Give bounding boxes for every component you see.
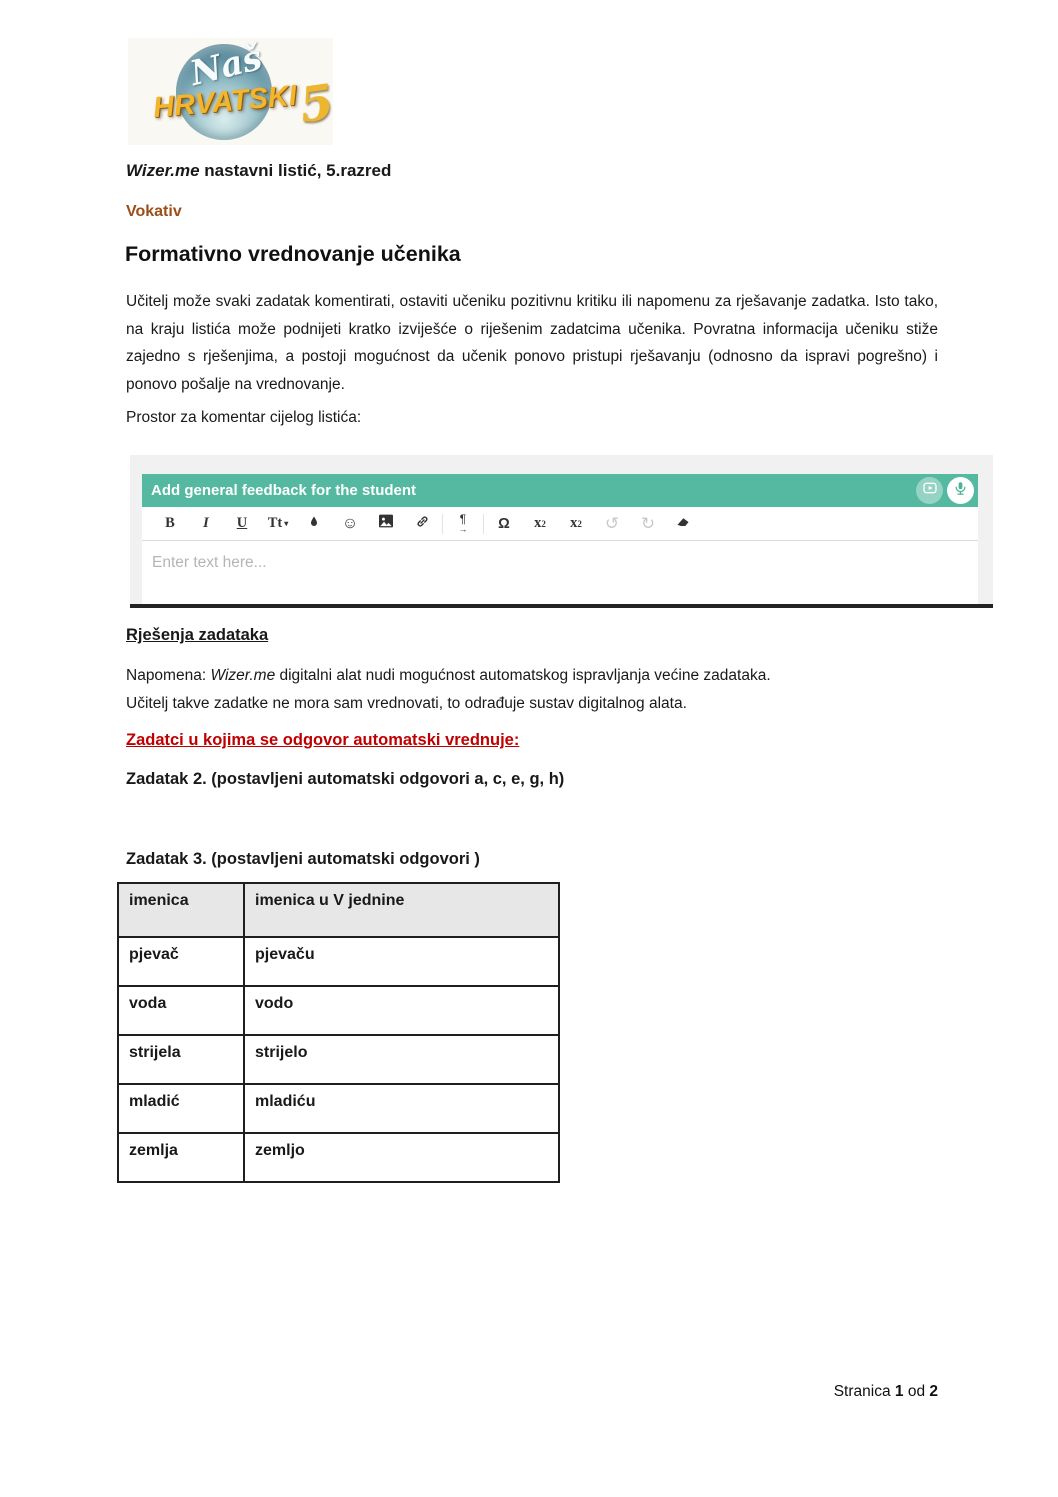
video-feedback-button[interactable] <box>916 477 943 504</box>
nas-hrvatski-logo <box>128 37 338 145</box>
logo-script-text: Naš <box>186 37 267 95</box>
table-row <box>118 1084 559 1133</box>
chevron-down-icon: ▾ <box>284 519 289 528</box>
logo-main-text: HRVATSKI <box>151 79 299 125</box>
toolbar-divider <box>483 514 484 534</box>
comment-space-label: Prostor za komentar cijelog listića: <box>126 409 362 426</box>
feedback-placeholder: Enter text here... <box>152 554 267 571</box>
table-cell: mladiću <box>244 1084 559 1133</box>
feedback-widget-screenshot <box>130 455 993 608</box>
image-icon <box>378 514 394 533</box>
intro-paragraph: Učitelj može svaki zadatak komentirati, ostaviti učeniku pozitivnu kritiku ili napomenu za rješavanje zadatka. Isto tako, na kraju listića može podnijeti kratko izviješće o riješenim zadatcima učenika. Povratna informacija učeniku stiže zajedno s rješenjima, a postoji mogućnost da učenik ponovo pristupi rješavanju (odnosno da ispravi pogrešno) i ponovo pošalje na vrednovanje. <box>126 293 938 393</box>
page-footer <box>126 1383 938 1401</box>
footer-page-number: 1 <box>894 1383 904 1400</box>
table-header-imenica: imenica <box>118 883 244 937</box>
main-heading: Formativno vrednovanje učenika <box>125 242 461 266</box>
eraser-icon <box>676 515 692 533</box>
note-prefix: Napomena: <box>126 667 211 684</box>
doc-title-rest: nastavni listić, 5.razred <box>199 161 392 180</box>
note-italic: Wizer.me <box>210 667 276 684</box>
italic-button[interactable]: I <box>203 515 209 531</box>
table-cell: strijelo <box>244 1035 559 1084</box>
audio-feedback-button[interactable] <box>947 477 974 504</box>
table-row <box>118 986 559 1035</box>
emoji-button[interactable]: ☺ <box>341 514 359 532</box>
link-icon <box>415 514 430 534</box>
special-character-button[interactable]: Ω <box>498 515 510 532</box>
note-line2: Učitelj takve zadatke ne mora sam vrednovati, to odrađuje sustav digitalnog alata. <box>126 694 687 712</box>
toolbar-divider <box>442 514 443 534</box>
feedback-panel <box>142 474 978 604</box>
table-cell: pjevaču <box>244 937 559 986</box>
table-cell: vodo <box>244 986 559 1035</box>
vocative-table <box>117 882 560 1183</box>
table-row <box>118 1035 559 1084</box>
task3-heading: Zadatak 3. (postavljeni automatski odgovori ) <box>126 850 480 868</box>
table-row <box>118 1133 559 1182</box>
subtitle-vokativ: Vokativ <box>126 203 182 220</box>
table-cell: zemljo <box>244 1133 559 1182</box>
feedback-header-bar <box>142 474 978 507</box>
video-play-icon <box>922 480 938 501</box>
microphone-icon <box>953 481 968 501</box>
table-header-vocative: imenica u V jednine <box>244 883 559 937</box>
feedback-text-input[interactable] <box>142 541 978 602</box>
undo-button[interactable]: ↺ <box>604 513 620 533</box>
subscript-button[interactable]: x 2 <box>534 515 546 531</box>
feedback-header-icons <box>916 477 974 504</box>
task2-heading: Zadatak 2. (postavljeni automatski odgovori a, c, e, g, h) <box>126 770 565 788</box>
table-cell: mladić <box>118 1084 244 1133</box>
font-size-button[interactable]: Tt ▾ <box>267 515 289 531</box>
table-row <box>118 937 559 986</box>
footer-total-pages: 2 <box>929 1383 938 1400</box>
table-cell: voda <box>118 986 244 1035</box>
auto-graded-heading: Zadatci u kojima se odgovor automatski vrednuje: <box>126 731 520 749</box>
logo-number: 5 <box>296 73 338 135</box>
rich-text-toolbar <box>142 507 978 541</box>
underline-button[interactable]: U <box>236 515 248 531</box>
doc-title-italic: Wizer.me <box>126 161 200 180</box>
droplet-icon <box>308 514 320 534</box>
table-cell: pjevač <box>118 937 244 986</box>
bold-button[interactable]: B <box>165 515 175 531</box>
footer-prefix: Stranica <box>833 1383 895 1400</box>
superscript-button[interactable]: x 2 <box>570 515 582 531</box>
clear-formatting-button[interactable] <box>666 511 702 537</box>
table-cell: strijela <box>118 1035 244 1084</box>
solutions-heading: Rješenja zadataka <box>126 626 269 644</box>
feedback-header-title: Add general feedback for the student <box>151 482 417 499</box>
text-color-button[interactable] <box>296 511 332 537</box>
insert-link-button[interactable] <box>404 511 440 537</box>
redo-button[interactable]: ↻ <box>640 513 656 533</box>
table-header-row <box>118 883 559 937</box>
table-cell: zemlja <box>118 1133 244 1182</box>
doc-title <box>126 161 391 181</box>
note-suffix: digitalni alat nudi mogućnost automatskog ispravljanja većine zadataka. <box>275 667 771 684</box>
note-paragraph <box>126 662 938 717</box>
insert-image-button[interactable] <box>368 511 404 537</box>
footer-separator: od <box>903 1383 930 1400</box>
paragraph-direction-button[interactable]: ¶ → <box>458 511 468 534</box>
right-arrow-icon: → <box>458 523 468 534</box>
